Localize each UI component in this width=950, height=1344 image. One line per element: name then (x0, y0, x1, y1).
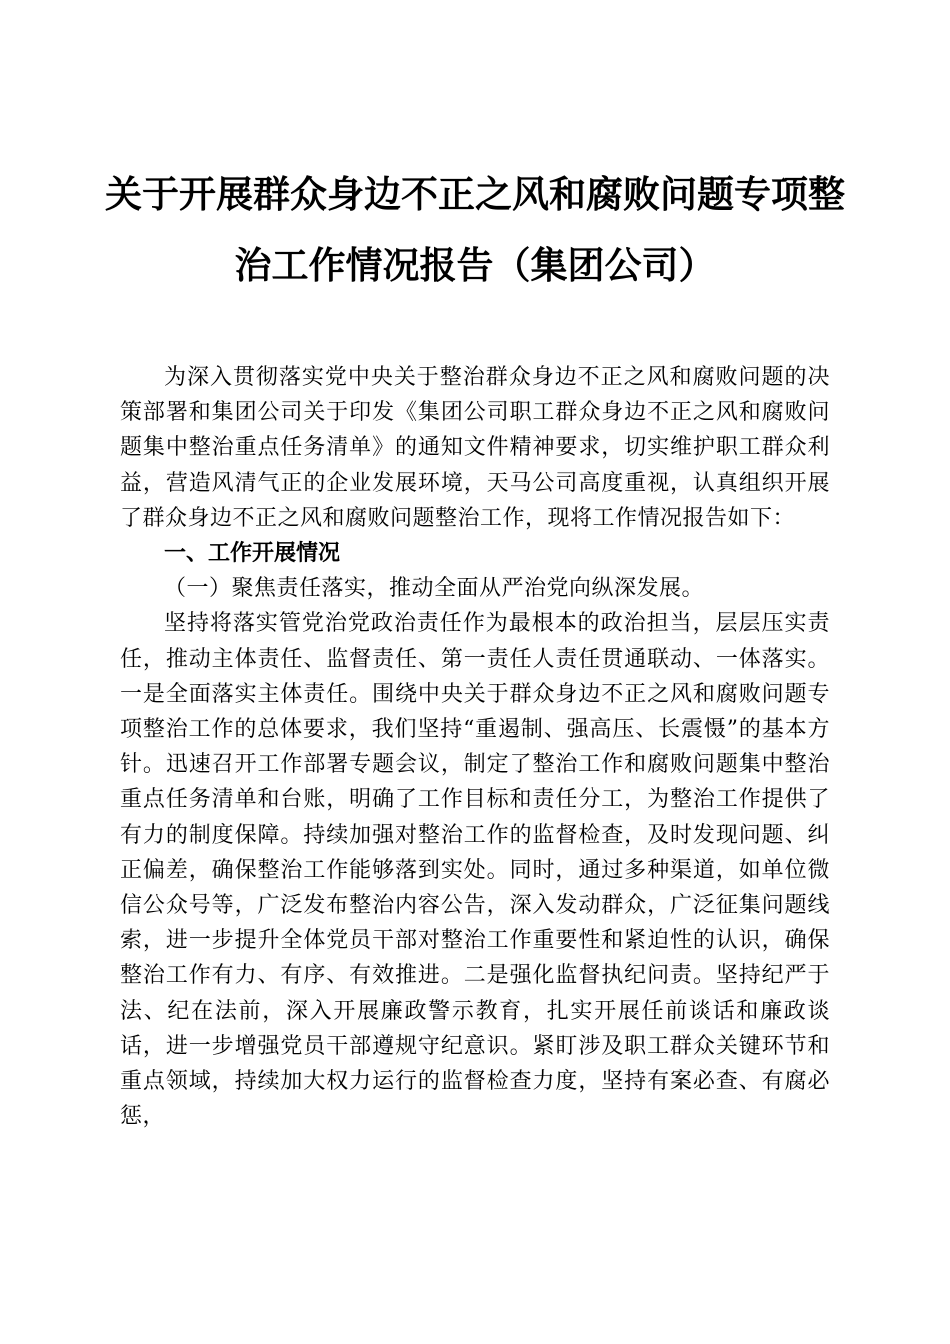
subsection-heading-1: （一）聚焦责任落实，推动全面从严治党向纵深发展。 (164, 576, 705, 602)
document-title-line-2: 治工作情况报告（集团公司） (234, 243, 716, 287)
section-heading-1: 一、工作开展情况 (164, 541, 341, 567)
document-title-line-1: 关于开展群众身边不正之风和腐败问题专项整 (105, 172, 845, 216)
document-body (120, 360, 830, 1134)
subsection-1-paragraph: 坚持将落实管党治党政治责任作为最根本的政治担当，层层压实责任，推动主体责任、监督责任、第一责任人责任贯通联动、一体落实。一是全面落实主体责任。围绕中央关于群众身边不正之风和腐败问题专项整治工作的总体要求，我们坚持“重遏制、强高压、长震慑”的基本方针。迅速召开工作部署专题会议，制定了整治工作和腐败问题集中整治重点任务清单和台账，明确了工作目标和责任分工，为整治工作提供了有力的制度保障。持续加强对整治工作的监督检查，及时发现问题、纠正偏差，确保整治工作能够落到实处。同时，通过多种渠道，如单位微信公众号等，广泛发布整治内容公告，深入发动群众，广泛征集问题线索，进一步提升全体党员干部对整治工作重要性和紧迫性的认识，确保整治工作有力、有序、有效推进。二是强化监督执纪问责。坚持纪严于法、纪在法前，深入开展廉政警示教育，扎实开展任前谈话和廉政谈话，进一步增强党员干部遵规守纪意识。紧盯涉及职工群众关键环节和重点领域，持续加大权力运行的监督检查力度，坚持有案必查、有腐必惩， (120, 611, 830, 1130)
intro-paragraph: 为深入贯彻落实党中央关于整治群众身边不正之风和腐败问题的决策部署和集团公司关于印发《集团公司职工群众身边不正之风和腐败问题集中整治重点任务清单》的通知文件精神要求，切实维护职工群众利益，营造风清气正的企业发展环境，天马公司高度重视，认真组织开展了群众身边不正之风和腐败问题整治工作，现将工作情况报告如下： (120, 365, 830, 531)
